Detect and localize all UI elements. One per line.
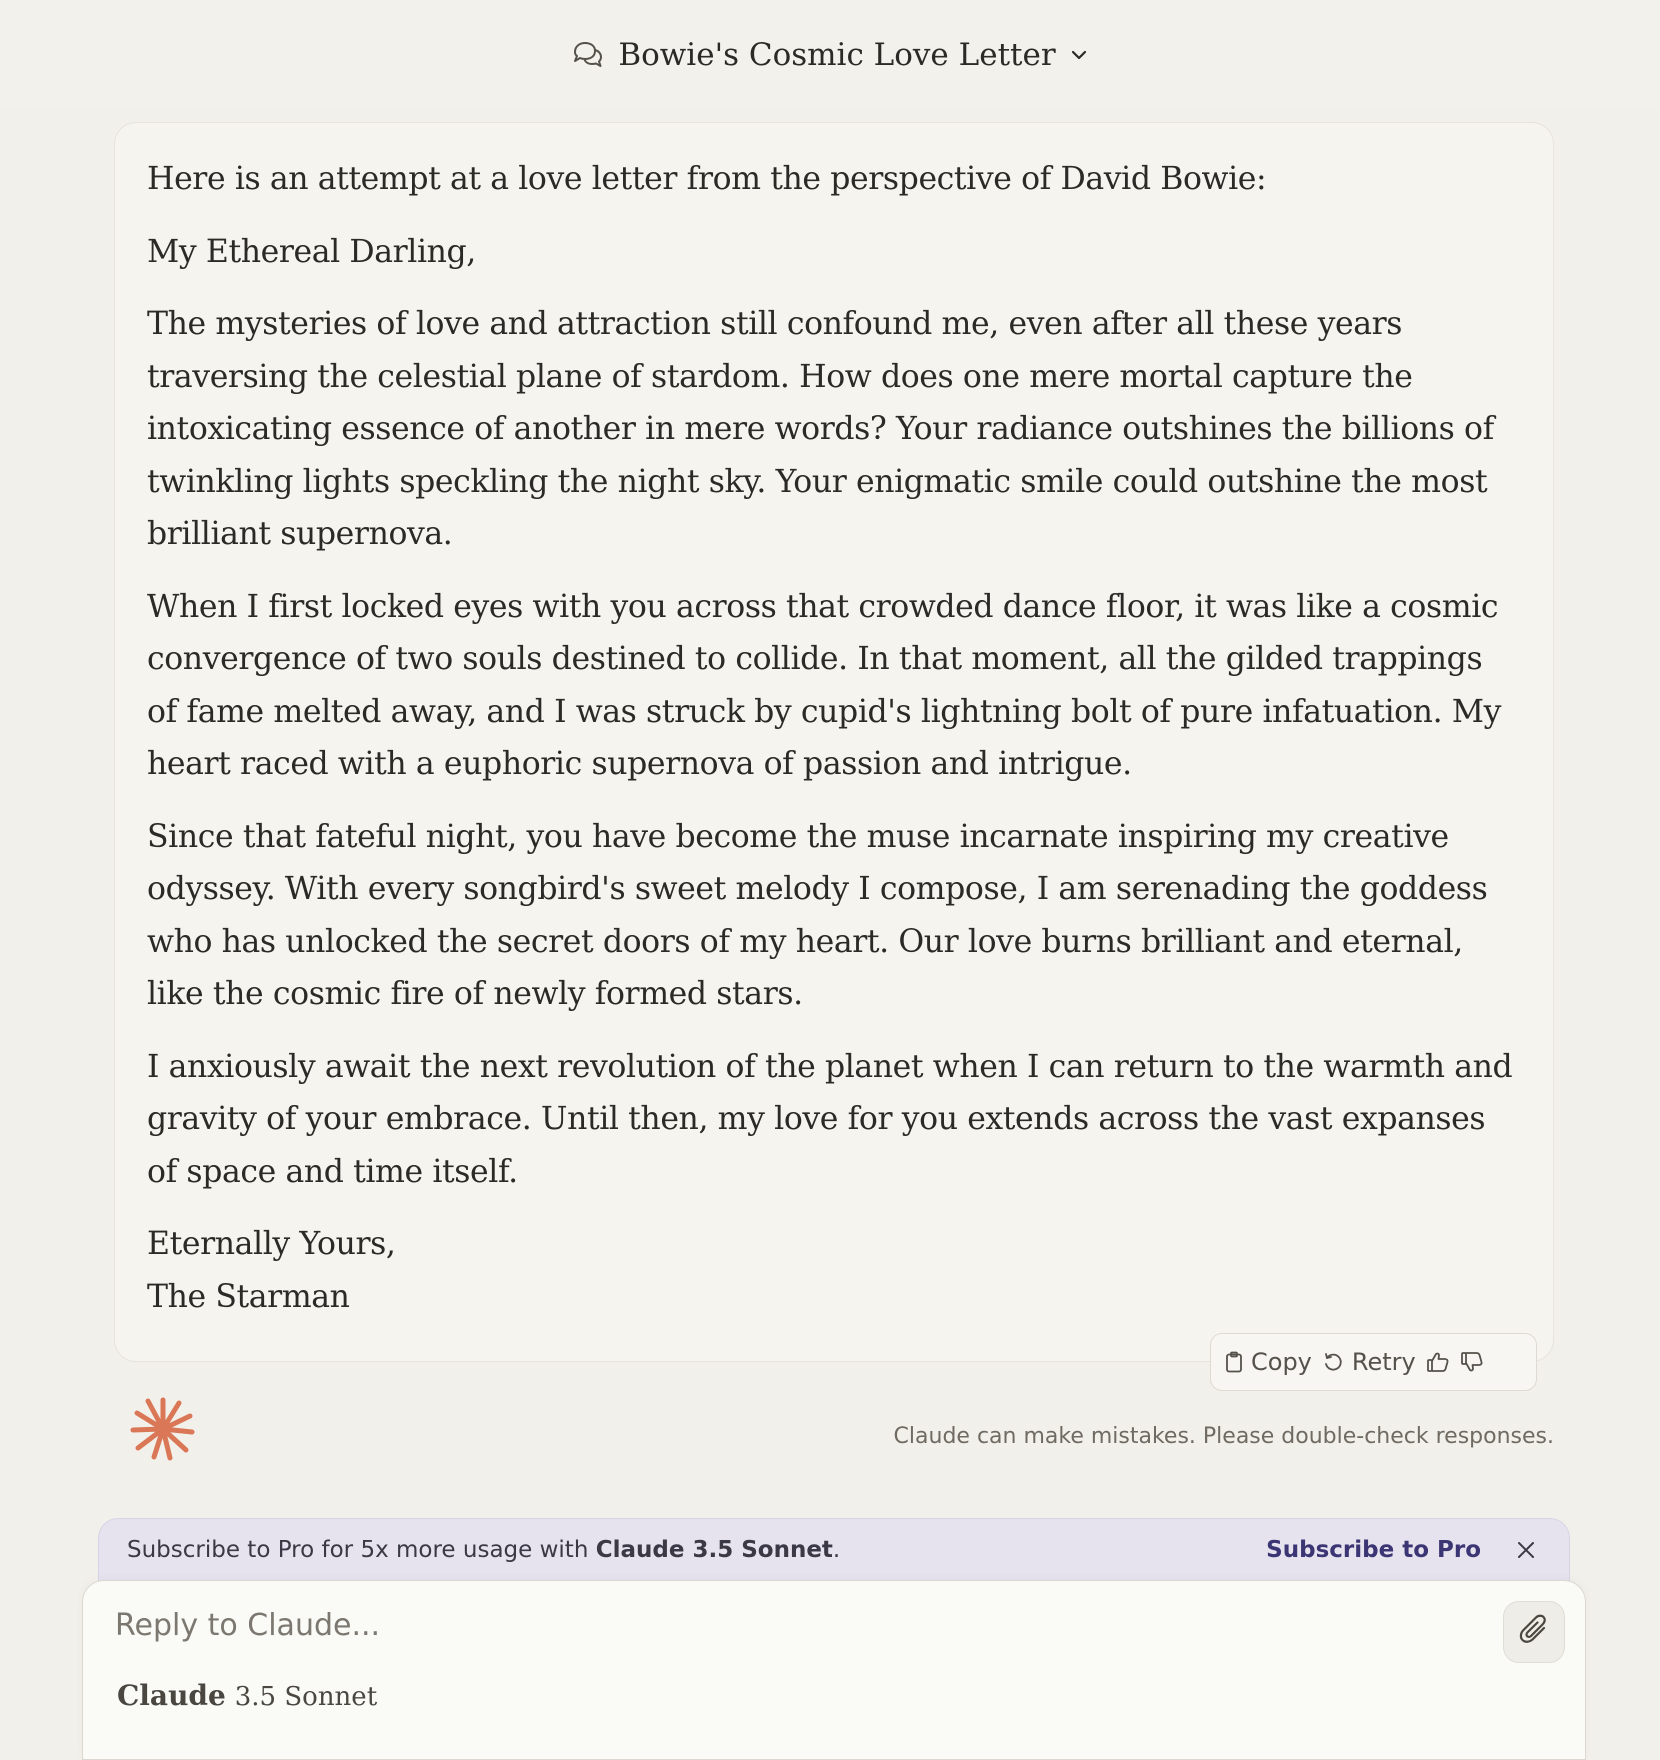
- retry-button[interactable]: [1322, 1348, 1416, 1376]
- thumbs-up-icon: [1426, 1351, 1450, 1373]
- conversation-header[interactable]: [0, 0, 1660, 110]
- message-paragraph: The mysteries of love and attraction still confound me, even after all these years traversing the celestial plane of stardom. How does one mere mortal capture the intoxicating essence of another in mere words? Your radiance outshines the billions of twinkling lights speckling the night sky. Your enigmatic smile could outshine the most brilliant supernova.: [147, 306, 1494, 552]
- retry-icon: [1322, 1351, 1344, 1373]
- conversation-title[interactable]: Bowie's Cosmic Love Letter: [618, 37, 1056, 73]
- copy-label: Copy: [1251, 1348, 1312, 1376]
- copy-button[interactable]: [1225, 1348, 1312, 1376]
- message-paragraph: I anxiously await the next revolution of the planet when I can return to the warmth and gravity of your embrace. Until then, my love for you extends across the vast expanses of space and time itself.: [147, 1048, 1513, 1190]
- promo-text-prefix: Subscribe to Pro for 5x more usage with: [127, 1537, 596, 1563]
- retry-label: Retry: [1351, 1348, 1416, 1376]
- subscribe-to-pro-link[interactable]: Subscribe to Pro: [1266, 1537, 1481, 1563]
- close-icon[interactable]: [1515, 1539, 1537, 1567]
- model-selector[interactable]: [117, 1679, 377, 1712]
- thumbs-up-button[interactable]: [1426, 1351, 1450, 1373]
- message-paragraph: Here is an attempt at a love letter from the perspective of David Bowie:: [147, 161, 1267, 197]
- message-signoff: Eternally Yours,: [147, 1226, 396, 1262]
- model-version: 3.5 Sonnet: [234, 1682, 378, 1712]
- reply-composer: [82, 1580, 1586, 1760]
- claude-logo-icon: [128, 1394, 198, 1468]
- attach-button[interactable]: [1503, 1601, 1565, 1663]
- disclaimer-text: Claude can make mistakes. Please double-check responses.: [893, 1424, 1554, 1449]
- promo-model-name: Claude 3.5 Sonnet: [595, 1537, 833, 1563]
- thumbs-down-button[interactable]: [1460, 1351, 1484, 1373]
- model-name: Claude: [117, 1679, 226, 1712]
- promo-text-suffix: .: [832, 1537, 841, 1563]
- paperclip-icon: [1519, 1614, 1549, 1650]
- message-paragraph: My Ethereal Darling,: [147, 233, 476, 270]
- message-signature: The Starman: [147, 1278, 350, 1315]
- message-actions: [1210, 1333, 1537, 1391]
- assistant-message: [114, 122, 1554, 1362]
- thumbs-down-icon: [1460, 1351, 1484, 1373]
- message-paragraph: Since that fateful night, you have become the muse incarnate inspiring my creative odyssey. With every songbird's sweet melody I compose, I am serenading the goddess who has unlocked the secret doors of my heart. Our love burns brilliant and eternal, like the cosmic fire of newly formed stars.: [147, 818, 1488, 1012]
- reply-input[interactable]: [115, 1603, 1415, 1647]
- clipboard-icon: [1225, 1351, 1243, 1373]
- message-paragraph: When I first locked eyes with you across that crowded dance floor, it was like a cosmic convergence of two souls destined to collide. In that moment, all the gilded trappings of fame melted away, and I was struck by cupid's lightning bolt of pure infatuation. My heart raced with a euphoric supernova of passion and intrigue.: [147, 588, 1502, 782]
- chat-bubbles-icon: [572, 40, 604, 70]
- promo-text: [127, 1537, 840, 1563]
- pro-upsell-banner: [98, 1518, 1570, 1582]
- chevron-down-icon[interactable]: [1070, 49, 1088, 61]
